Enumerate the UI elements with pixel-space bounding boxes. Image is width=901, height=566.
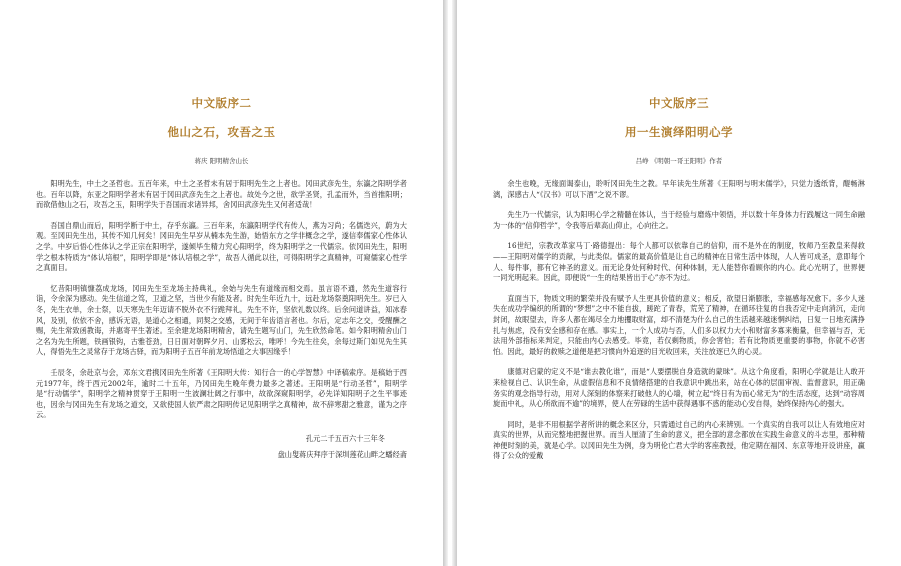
signature-place: 盘山叟蒋庆拜序于深圳莲花山畔之蟠经斋 (277, 449, 407, 459)
right-paragraph: 先生乃一代儒宗，认为阳明心学之精髓在体认，当于经验与磨炼中领悟，并以数十年身体力行践履这一同生命融为一体的“信仰哲学”，令我等后辈高山仰止，心向往之。 (493, 210, 865, 230)
right-page-title: 中文版序三 (649, 96, 709, 110)
left-page-content (36, 96, 407, 460)
left-page (0, 0, 443, 566)
signature-date: 孔元二千五百六十三年冬 (305, 433, 385, 443)
left-paragraph: 吾国自鼎山而后，阳明学断于中土，存乎东瀛。三百年来，东瀛阳明学代有传人，燕为习尚；名儒迭兴，蔚为大观。至冈田先生出，其传不知几何矣！冈田先生早岁从楠本先生游，始悟东方之学非概念之学，遂信奉儒家心性体认之学。中岁后悟心性体认之学正宗在阳明学，遂倾毕生精力究心阳明学，终为阳明学之一代儒宗。依冈田先生，阳明学之根本特质为“体认培根”，阳明学即是“体认培根之学”，故吾人循此以往，可得阳明学之真精神，可窥儒家心性学之真面目。 (36, 220, 407, 273)
right-page (457, 0, 901, 566)
right-paragraph: 16世纪，宗教改革家马丁·路德提出：每个人都可以依靠自己的信仰，而不是外在的制度，牧师乃至教皇来得救——王阳明对儒学的贡献，与此类似。儒家的最高价值是让自己的精神在日常生活中体现，人人皆可成圣，意即每个人、每件事，都有它神圣的意义。而无论身处何种时代、何种体制，无人能替你看顾你的内心。此心光明了，世界便一同光明起来。因此，即便说“一生的结果皆出于心”亦不为过。 (493, 241, 865, 283)
left-paragraph: 阳明先生，中土之圣哲也。五百年来，中土之圣哲未有居于阳明先生之上者也。冈田武彦先生，东瀛之阳明学者也。百年以降，东亚之阳明学者未有居于冈田武彦先生之上者也。故处今之世，欲学圣贤，孔孟而外，当首推阳明；而欲借他山之石，攻吾之玉，阳明学失于吾国而求诸异邦，舍冈田武彦先生又何者适哉！ (36, 179, 407, 210)
page-gutter (443, 0, 457, 566)
right-paragraph: 直面当下，物质文明的繁荣并没有赋予人生更具价值的意义；相反，欲望日渐膨胀，幸福感每况愈下。多少人迷失在成功学编织的所谓的“梦想”之中不能自拔，蹉跎了青春，荒芜了精神，在循环往复的自我否定中走向消沉，走向封闭，故眼望去，许多人都在竭尽全力地攫取财富，却不清楚为什么自己的生活越来越迷惘纠结，日复一日地充满挣扎与焦虑，没有安全感和存在感。事实上，一个人成功与否，人们多以权力大小和财富多寡来衡量，但幸福与否，无法用外部指标来判定，只能由内心去感受。毕竟，若仅剩物质，你会害怕；若有比物质更重要的事物，你就不必害怕。因此，最好的救赎之道便是把习惯向外追逐的目光收回来，关注放逐已久的心灵。 (493, 293, 865, 356)
left-page-title: 中文版序二 (191, 96, 252, 110)
right-page-author: 吕峥 《明朝一哥王阳明》作者 (635, 157, 723, 165)
left-paragraph: 壬辰冬，余赴京与会，邓东文君携冈田先生所著《王阳明大传：知行合一的心学智慧》中译稿索序。是稿始于西元1977年，终于西元2002年，逾时二十五年，乃冈田先生晚年费力最多之著述。王阳明是“行动圣哲”，阳明学是“行动儒学”，阳明学之精神贯穿于王阳明一生波澜壮阔之行事中，故欲深窥阳明学，必先详知阳明子之生平事迹也，因余与冈田先生有龙场之道交，又欲使国人依严肃之阳明传记见阳明学之真精神，故不辞寒甜之雅意，谨为之序云。 (36, 367, 407, 420)
right-paragraph: 同时，是非不用根据学者所讲的概念来区分，只需通过自己的内心来辨别。一个真实的自我可以让人有效地应对真实的世界，从而完整地把握世界。而当人厘清了生命的意义，把全部的意念都放在实践生命意义的斗志里，那种精神便时刻的美，就是心学。以冈田先生为例，身为明伦亡君大学的客座教授，他定期在福冈、东京等地开设讲座，赢得了公众的爱戴 (493, 419, 865, 461)
left-page-author: 蒋庆 阳明精舍山长 (194, 157, 249, 165)
right-paragraph: 康德对启蒙的定义不是“谁去教化谁”，而是“人要摆脱自身造就的蒙昧”。从这个角度看，阳明心学就是让人敢开来检视自己、认识生命，从虚假信息和不良情绪搭建的自我意识中跳出来，站在心体的层面审视、监督意识，用正确务实的观念指导行动，用对人深刻的体察来打破他人的心墙，树立起“终日有为而心常无为”的生活态度，达到“动容周旋而中礼，从心所欲而不逾”的境界，使人在劳碌的生活中获得遇事不惑的能动心安自得，始终保持内心的强大。 (493, 367, 865, 409)
right-page-content (493, 96, 865, 472)
right-paragraph: 余生也晚，无缘面谒泰山，聆听冈田先生之教。早年读先生所著《王阳明与明末儒学》，只觉力透纸背，醍畅淋漓，深感古人“《汉书》可以下酒”之说不谬。 (493, 179, 865, 199)
right-page-subtitle: 用一生演绎阳明心学 (625, 125, 733, 139)
left-paragraph: 忆昔阳明镇慷荔成龙场，冈田先生至龙场主持典礼，余始与先生有道缘而相交焉。虽言语不通，然先生道容行诣，令余深为感动。先生信道之笃，卫道之坚，当世少有能及者。时先生年近九十，远赴龙场祭奠阳明先生。岁已入冬，先生衣单，余士祭，以天寒先生年迈请不脱外衣不行跪拜礼，先生不许，坚依礼数以终。后余问道讲益，知冰春风，及别，依依不舍，感诉无语，是道心之相通，同契之交感，无间于年齿语言者也。尔后，定志年之交，受醒酬之赐，先生常致函教诲，并惠寄平生著述。至余建龙场阳明精舍，请先生题写山门，先生欣然命笔。如今阳明精舍山门之名为先生所题，铁画银钩，古雅苍劲，日日面对朝晖夕月、山雾松云，唯呼！今先生往矣，余每过斯门如见先生其人，得悟先生之灵常存于龙场古驿，而为阳明子五百年前龙场悟道之大事因缘乎！ (36, 283, 407, 357)
gutter-shadow-left (443, 0, 448, 566)
left-page-subtitle: 他山之石，攻吾之玉 (167, 125, 276, 139)
